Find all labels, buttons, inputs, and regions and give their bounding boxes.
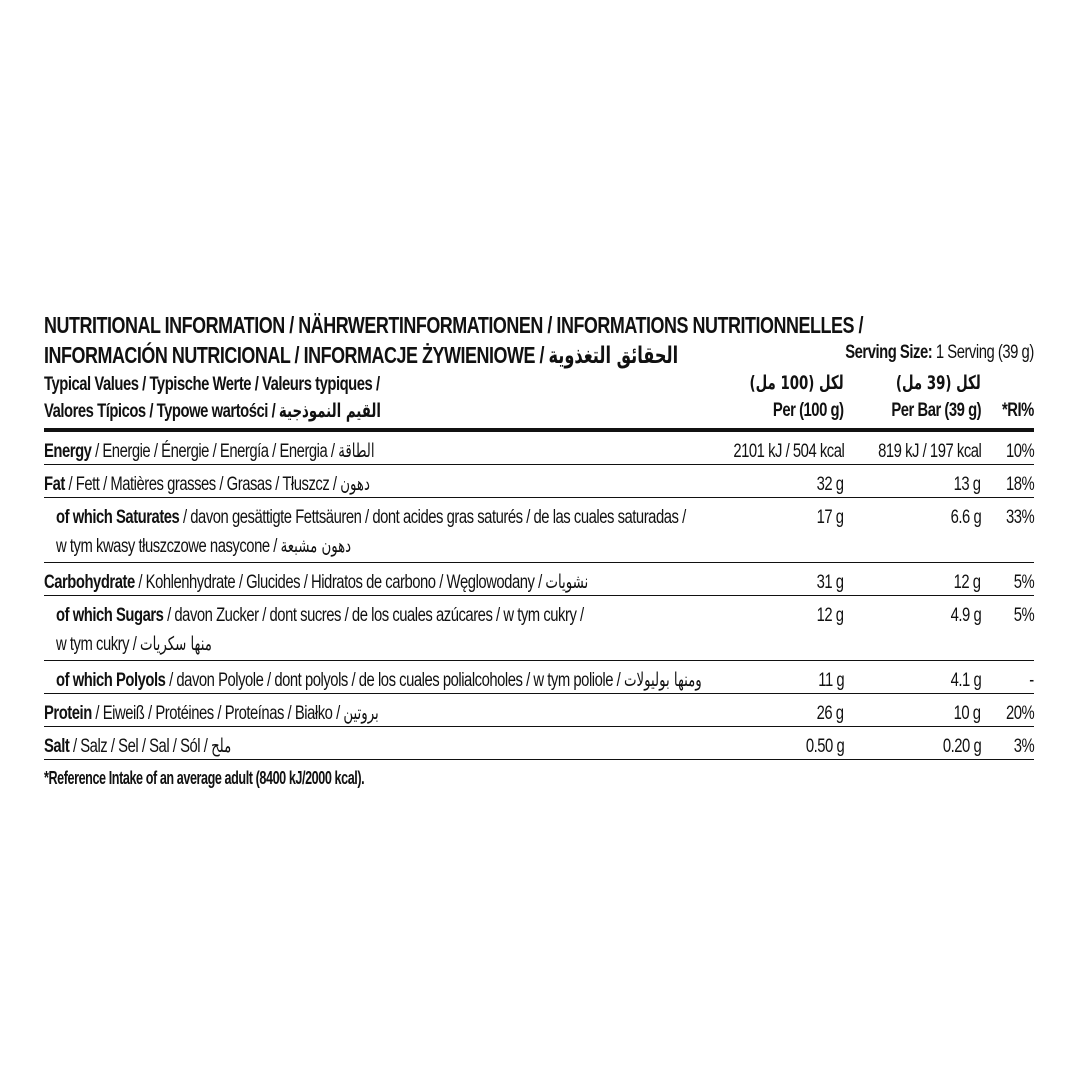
value-ri: 33%	[1005, 507, 1034, 528]
table-row-carbohydrate	[44, 563, 1034, 596]
table-row-sugars	[44, 596, 1034, 661]
header-typical-values-arabic: القيم النموذجية	[278, 400, 381, 422]
row-label-rest: / Kohlenhydrate / Glucides / Hidratos de carbono / Węglowodany /	[134, 572, 542, 593]
header-per100-arabic: لكل (100 مل)	[749, 372, 844, 394]
row-label-bold: Energy	[44, 441, 92, 462]
reference-intake-footnote: *Reference Intake of an average adult (8400 kJ/2000 kcal).	[44, 768, 365, 788]
row-label-rest: / davon gesättigte Fettsäuren / dont acides gras saturés / de las cuales saturadas /	[179, 507, 686, 528]
value-per100: 0.50 g	[805, 736, 844, 757]
value-ri: 5%	[1013, 605, 1034, 626]
serving-size-value: 1 Serving (39 g)	[936, 342, 1034, 363]
row-label-arabic: دهون	[340, 473, 370, 495]
row-label-rest: / Salz / Sel / Sal / Sól /	[69, 736, 208, 757]
header-perbar: Per Bar (39 g)	[891, 400, 981, 421]
value-perbar: 10 g	[954, 703, 981, 724]
row-label-arabic: ومنها بوليولات	[623, 669, 702, 691]
row-label	[44, 732, 231, 761]
header-per100: Per (100 g)	[773, 400, 844, 421]
value-per100: 32 g	[817, 474, 844, 495]
serving-size	[845, 342, 1034, 364]
row-label-bold: Salt	[44, 736, 70, 757]
row-label	[44, 568, 588, 597]
title-line-2-arabic: الحقائق التغذوية	[548, 343, 679, 369]
value-perbar: 0.20 g	[942, 736, 981, 757]
row-label	[56, 601, 584, 659]
row-label-rest: / davon Zucker / dont sucres / de los cuales azúcares / w tym cukry /	[163, 605, 584, 626]
row-label-arabic: بروتين	[343, 702, 379, 724]
row-label	[56, 666, 702, 695]
value-perbar: 13 g	[954, 474, 981, 495]
value-ri: 18%	[1005, 474, 1034, 495]
table-row-fat	[44, 465, 1034, 498]
row-label-rest: / Eiweiß / Protéines / Proteínas / Białko /	[91, 703, 340, 724]
value-per100: 12 g	[817, 605, 844, 626]
row-label-arabic: دهون مشبعة	[280, 535, 352, 557]
row-label	[44, 699, 379, 728]
row-label	[56, 503, 686, 561]
row-label-bold: of which Sugars	[56, 605, 164, 626]
row-label-rest: / Fett / Matières grasses / Grasas / Tłuszcz /	[64, 474, 337, 495]
header-typical-values-text: Valores Típicos / Typowe wartości /	[44, 401, 276, 422]
value-perbar: 4.1 g	[950, 670, 981, 691]
table-row-saturates	[44, 498, 1034, 563]
value-ri: 20%	[1005, 703, 1034, 724]
table-row-protein	[44, 694, 1034, 727]
table-header	[44, 372, 1034, 428]
value-ri: 3%	[1013, 736, 1034, 757]
row-label-bold: of which Saturates	[56, 507, 180, 528]
value-per100: 17 g	[817, 507, 844, 528]
row-label-rest: / davon Polyole / dont polyols / de los cuales polialcoholes / w tym poliole /	[165, 670, 621, 691]
row-label-bold: Protein	[44, 703, 92, 724]
value-per100: 31 g	[817, 572, 844, 593]
row-label	[44, 437, 375, 466]
value-perbar: 819 kJ / 197 kcal	[877, 441, 981, 462]
title-line-1: NUTRITIONAL INFORMATION / NÄHRWERTINFORMATIONEN / INFORMATIONS NUTRITIONNELLES /	[44, 312, 863, 338]
value-ri: -	[1029, 670, 1034, 691]
value-per100: 26 g	[817, 703, 844, 724]
title-row-2	[44, 340, 1034, 370]
header-ri: *RI%	[1002, 400, 1034, 421]
value-ri: 5%	[1013, 572, 1034, 593]
nutrition-panel	[44, 310, 1034, 789]
row-label-arabic: ملح	[211, 735, 232, 757]
row-label-rest-line-2: w tym cukry /	[56, 634, 137, 655]
table-row-energy	[44, 432, 1034, 465]
value-perbar: 4.9 g	[950, 605, 981, 626]
serving-size-label: Serving Size:	[845, 342, 933, 363]
table-row-polyols	[44, 661, 1034, 694]
row-label-bold: Carbohydrate	[44, 572, 135, 593]
value-ri: 10%	[1005, 441, 1034, 462]
value-perbar: 6.6 g	[950, 507, 981, 528]
row-label-arabic: منها سكريات	[140, 633, 212, 655]
row-label	[44, 470, 370, 499]
row-label-bold: of which Polyols	[56, 670, 166, 691]
row-label-bold: Fat	[44, 474, 65, 495]
value-perbar: 12 g	[954, 572, 981, 593]
header-perbar-arabic: لكل (39 مل)	[896, 372, 981, 394]
title-line-2	[44, 340, 816, 370]
value-per100: 2101 kJ / 504 kcal	[732, 441, 844, 462]
title-line-2-text: INFORMACIÓN NUTRICIONAL / INFORMACJE ŻYWIENIOWE /	[44, 342, 544, 368]
value-per100: 11 g	[818, 670, 844, 691]
table-row-salt	[44, 727, 1034, 760]
header-typical-values-line-2	[44, 400, 381, 423]
header-typical-values-line-1: Typical Values / Typische Werte / Valeurs typiques /	[44, 374, 380, 395]
row-label-rest: / Energie / Énergie / Energía / Energia /	[91, 441, 335, 462]
row-label-rest-line-2: w tym kwasy tłuszczowe nasycone /	[56, 536, 277, 557]
row-label-arabic: نشويات	[545, 571, 589, 593]
row-label-arabic: الطاقة	[338, 440, 375, 462]
